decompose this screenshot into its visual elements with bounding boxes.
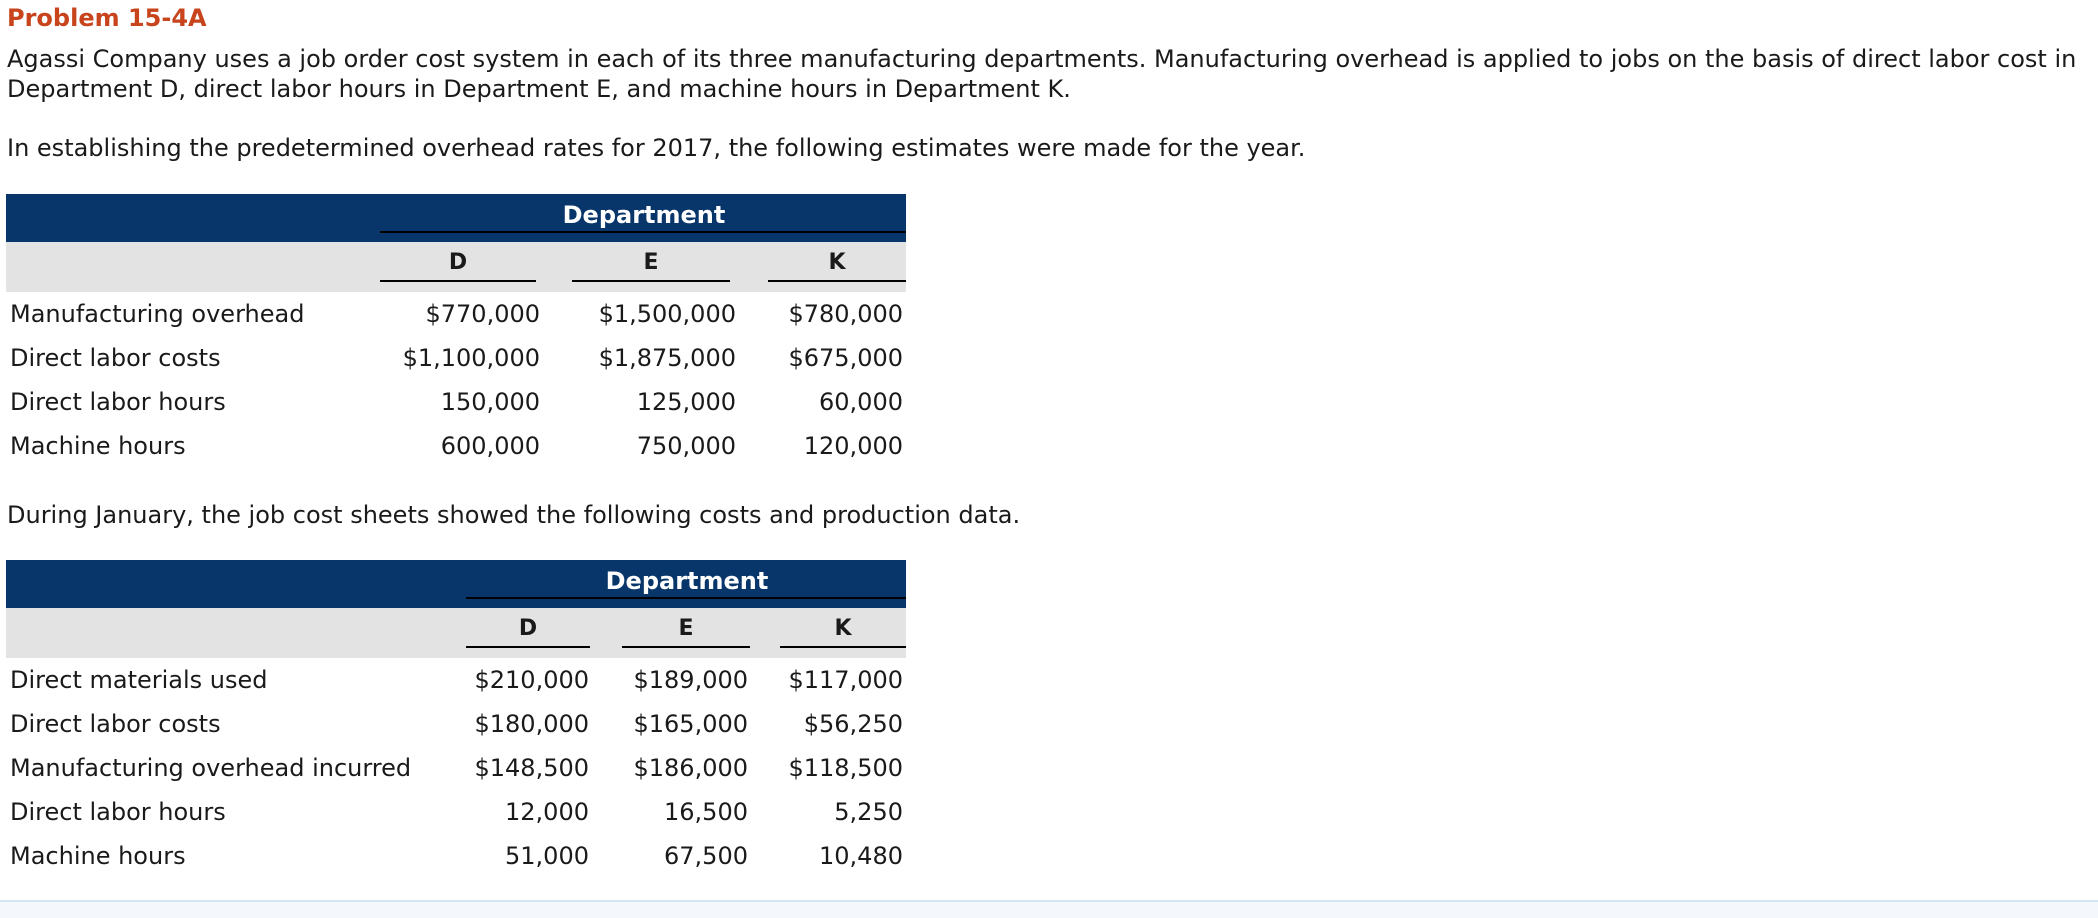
intro-line-2: Department D, direct labor hours in Department E, and machine hours in Department K. xyxy=(7,75,1071,103)
value-e: $186,000 xyxy=(633,754,748,782)
january-table-header xyxy=(6,560,906,608)
value-e: 750,000 xyxy=(636,432,736,460)
value-k: $56,250 xyxy=(803,710,903,738)
column-header-d: D xyxy=(466,616,590,648)
row-label: Manufacturing overhead incurred xyxy=(10,754,412,782)
value-k: $780,000 xyxy=(788,300,903,328)
row-label: Machine hours xyxy=(10,842,186,870)
estimates-table-header xyxy=(6,194,906,242)
table-row xyxy=(6,292,906,336)
column-header-k: K xyxy=(780,616,906,648)
row-label: Direct labor hours xyxy=(10,388,226,416)
row-label: Machine hours xyxy=(10,432,186,460)
problem-title: Problem 15-4A xyxy=(7,4,207,32)
january-column-headers xyxy=(6,608,906,658)
value-k: 120,000 xyxy=(803,432,903,460)
table-row xyxy=(6,702,906,746)
column-header-d: D xyxy=(380,250,536,282)
intro-line-1: Agassi Company uses a job order cost system in each of its three manufacturing departments. Manufacturing overhead is applied to jobs on the basis of direct labor cost in xyxy=(7,45,2077,73)
value-e: $189,000 xyxy=(633,666,748,694)
value-d: $210,000 xyxy=(474,666,589,694)
table-row xyxy=(6,336,906,380)
value-e: $1,500,000 xyxy=(598,300,736,328)
value-e: $165,000 xyxy=(633,710,748,738)
page-bottom-divider xyxy=(0,900,2098,918)
value-e: $1,875,000 xyxy=(598,344,736,372)
column-header-e: E xyxy=(622,616,750,648)
january-intro: During January, the job cost sheets showed the following costs and production data. xyxy=(7,501,1021,529)
table-row xyxy=(6,790,906,834)
value-k: 5,250 xyxy=(834,798,903,826)
department-header-rule xyxy=(466,597,906,599)
table-row xyxy=(6,746,906,790)
row-label: Direct labor costs xyxy=(10,344,221,372)
value-d: $180,000 xyxy=(474,710,589,738)
value-k: $675,000 xyxy=(788,344,903,372)
value-k: 60,000 xyxy=(819,388,903,416)
row-label: Direct labor hours xyxy=(10,798,226,826)
value-e: 125,000 xyxy=(636,388,736,416)
table-row xyxy=(6,380,906,424)
estimates-intro: In establishing the predetermined overhead rates for 2017, the following estimates were made for the year. xyxy=(7,134,1306,162)
value-e: 16,500 xyxy=(664,798,748,826)
value-d: $770,000 xyxy=(425,300,540,328)
value-k: $118,500 xyxy=(788,754,903,782)
value-e: 67,500 xyxy=(664,842,748,870)
value-k: $117,000 xyxy=(788,666,903,694)
value-d: 12,000 xyxy=(505,798,589,826)
value-d: $1,100,000 xyxy=(402,344,540,372)
table-row xyxy=(6,424,906,468)
table-row xyxy=(6,834,906,878)
department-group-header: Department xyxy=(605,567,769,595)
problem-intro xyxy=(7,44,2076,104)
value-d: $148,500 xyxy=(474,754,589,782)
row-label: Manufacturing overhead xyxy=(10,300,305,328)
value-d: 150,000 xyxy=(440,388,540,416)
value-d: 600,000 xyxy=(440,432,540,460)
estimates-column-headers xyxy=(6,242,906,292)
value-k: 10,480 xyxy=(819,842,903,870)
row-label: Direct labor costs xyxy=(10,710,221,738)
department-header-rule xyxy=(380,231,906,233)
row-label: Direct materials used xyxy=(10,666,268,694)
table-row xyxy=(6,658,906,702)
column-header-e: E xyxy=(572,250,730,282)
column-header-k: K xyxy=(768,250,906,282)
value-d: 51,000 xyxy=(505,842,589,870)
department-group-header: Department xyxy=(562,201,726,229)
